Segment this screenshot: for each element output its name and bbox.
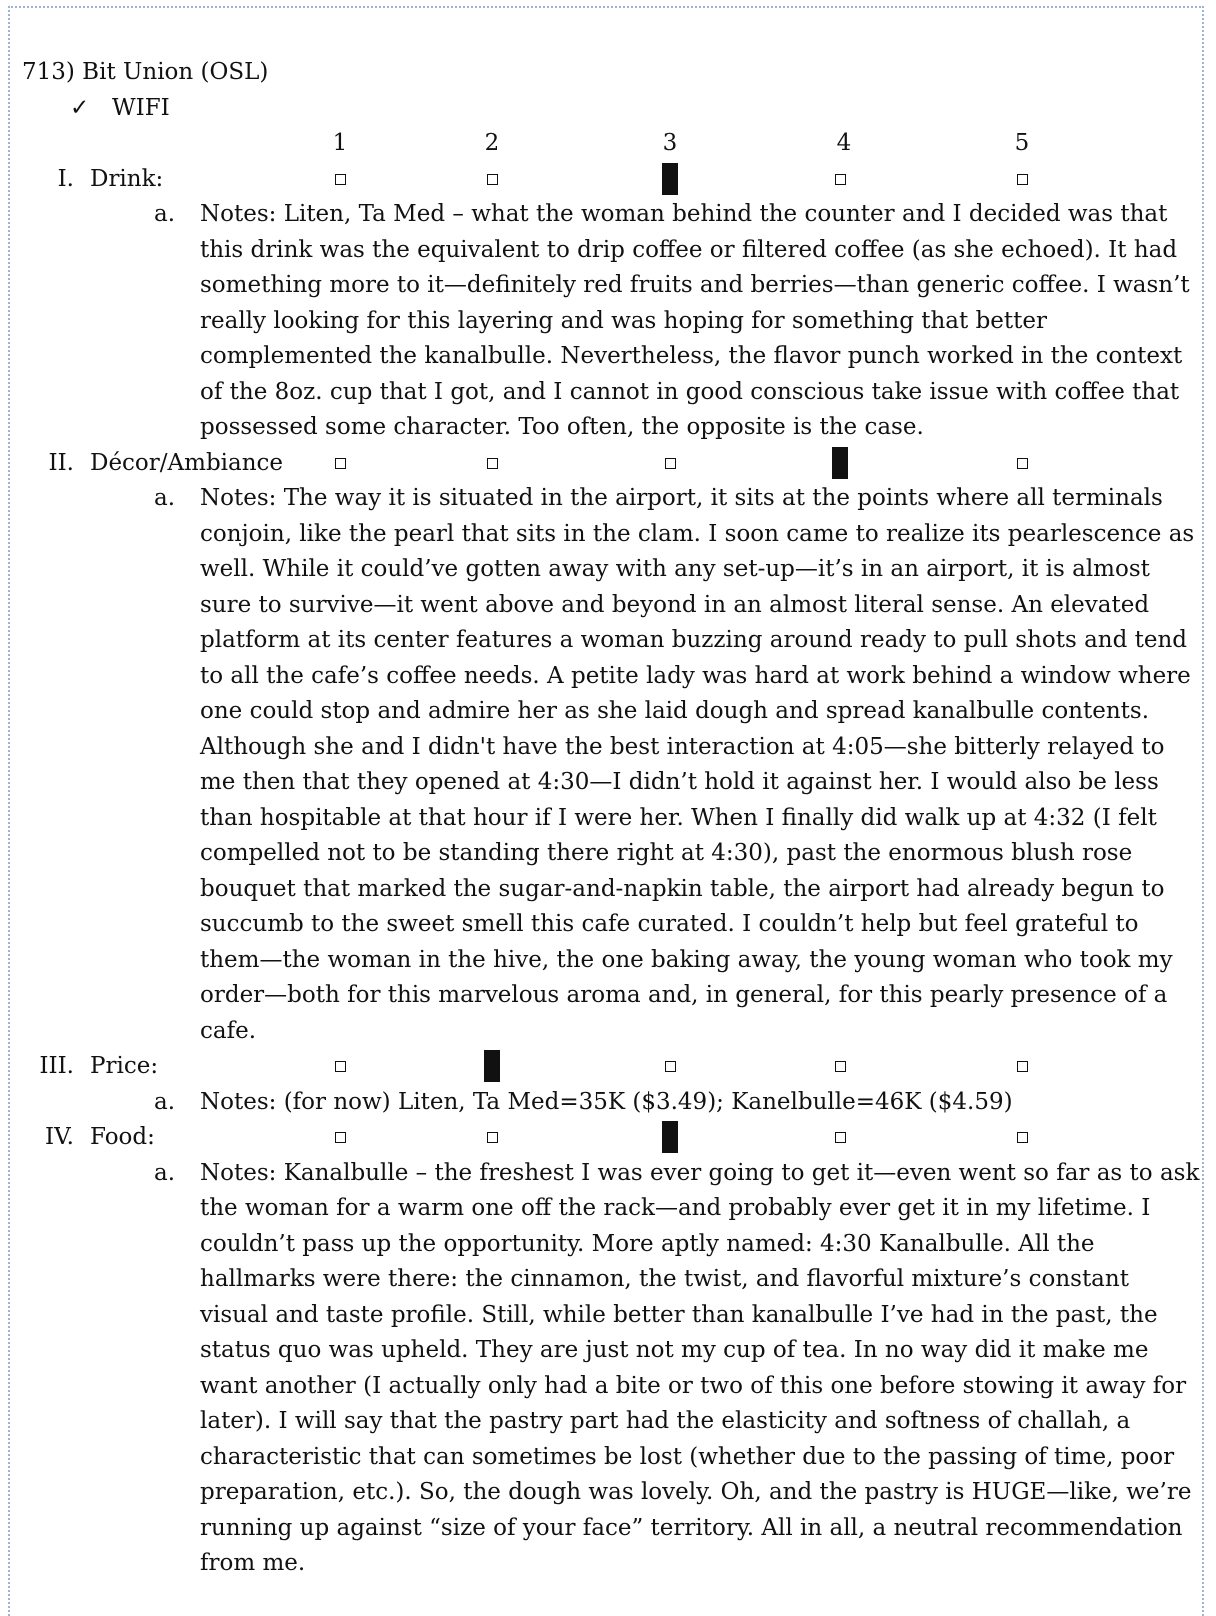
amenity-item bbox=[70, 91, 1202, 127]
section-label: Price: bbox=[90, 1053, 159, 1079]
section-numeral: III. bbox=[39, 1053, 74, 1079]
rating-checkbox-selected[interactable] bbox=[662, 1121, 678, 1153]
checkmark-icon: ✓ bbox=[70, 94, 90, 121]
section-label: Food: bbox=[90, 1124, 155, 1150]
section-label: Décor/Ambiance bbox=[90, 449, 284, 476]
rating-checkbox[interactable] bbox=[835, 1132, 846, 1143]
rating-checkbox[interactable] bbox=[835, 174, 846, 185]
notes-text: Notes: Kanalbulle – the freshest I was ever going to get it—even went so far as to ask the woman for a warm one off the rack—and probably ever get it in my lifetime. I couldn’t pass up the opportunity. More aptly named: 4:30 Kanalbulle. All the hallmarks were there: the cinnamon, the twist, and flavorful mixture’s constant visual and taste profile. Still, while better than kanalbulle I’ve had in the past, the status quo was upheld. They are just not my cup of tea. In no way did it make me want another (I actually only had a bite or two of this one before stowing it away for later). I will say that the pastry part had the elasticity and softness of challah, a characteristic that can sometimes be lost (whether due to the passing of time, poor preparation, etc.). So, the dough was lovely. Oh, and the pastry is HUGE—like, we’re running up against “size of your face” territory. All in all, a neutral recommendation from me. bbox=[200, 1159, 1200, 1576]
rating-checkbox[interactable] bbox=[335, 458, 346, 469]
rating-checkbox[interactable] bbox=[1017, 174, 1028, 185]
entry-title: 713) Bit Union (OSL) bbox=[22, 59, 269, 85]
document-body bbox=[22, 55, 1202, 1582]
section-notes bbox=[22, 481, 1202, 1049]
section-notes bbox=[22, 1156, 1202, 1582]
rating-row bbox=[22, 162, 1202, 198]
scale-label-3: 3 bbox=[662, 130, 678, 156]
rating-checkbox-selected[interactable] bbox=[662, 163, 678, 195]
notes-text: Notes: Liten, Ta Med – what the woman behind the counter and I decided was that this drink was the equivalent to drip coffee or filtered coffee (as she echoed). It had something more to it—definitely red fruits and berries—than generic coffee. I wasn’t really looking for this layering and was hoping for something that better complemented the kanalbulle. Nevertheless, the flavor punch worked in the context of the 8oz. cup that I got, and I cannot in good conscious take issue with coffee that possessed some character. Too often, the opposite is the case. bbox=[200, 201, 1190, 440]
rating-checkbox[interactable] bbox=[665, 458, 676, 469]
section-numeral: II. bbox=[48, 449, 74, 476]
rating-checkbox[interactable] bbox=[487, 458, 498, 469]
rating-checkbox[interactable] bbox=[335, 174, 346, 185]
rating-row bbox=[22, 1120, 1202, 1156]
section-numeral: IV. bbox=[45, 1124, 74, 1150]
rating-checkbox[interactable] bbox=[835, 1061, 846, 1072]
rating-checkbox[interactable] bbox=[1017, 1132, 1028, 1143]
rating-checkbox[interactable] bbox=[335, 1132, 346, 1143]
rating-checkbox[interactable] bbox=[335, 1061, 346, 1072]
rating-row bbox=[22, 446, 1202, 482]
rating-checkbox[interactable] bbox=[665, 1061, 676, 1072]
scale-label-1: 1 bbox=[332, 130, 348, 156]
section-numeral: I. bbox=[57, 165, 74, 192]
rating-checkbox-selected[interactable] bbox=[484, 1050, 500, 1082]
section-notes bbox=[22, 1085, 1202, 1121]
scale-label-4: 4 bbox=[836, 130, 852, 156]
scale-label-2: 2 bbox=[484, 130, 500, 156]
notes-list-marker: a. bbox=[154, 1088, 176, 1115]
scale-label-5: 5 bbox=[1014, 130, 1030, 156]
section-label: Drink: bbox=[90, 165, 164, 192]
rating-checkbox[interactable] bbox=[487, 174, 498, 185]
notes-text: Notes: (for now) Liten, Ta Med=35K ($3.49); Kanelbulle=46K ($4.59) bbox=[200, 1088, 1013, 1115]
notes-list-marker: a. bbox=[154, 201, 176, 227]
rating-checkbox[interactable] bbox=[487, 1132, 498, 1143]
rating-scale-header bbox=[22, 126, 1202, 162]
rating-checkbox[interactable] bbox=[1017, 1061, 1028, 1072]
rating-row bbox=[22, 1049, 1202, 1085]
rating-checkbox-selected[interactable] bbox=[832, 447, 848, 479]
amenity-label: WIFI bbox=[112, 94, 170, 121]
section-notes bbox=[22, 197, 1202, 446]
notes-list-marker: a. bbox=[154, 485, 176, 511]
notes-list-marker: a. bbox=[154, 1159, 176, 1186]
rating-checkbox[interactable] bbox=[1017, 458, 1028, 469]
notes-text: Notes: The way it is situated in the airport, it sits at the points where all terminals conjoin, like the pearl that sits in the clam. I soon came to realize its pearlescence as well. While it could’ve gotten away with any set-up—it’s in an airport, it is almost sure to survive—it went above and beyond in an almost literal sense. An elevated platform at its center features a woman buzzing around ready to pull shots and tend to all the cafe’s coffee needs. A petite lady was hard at work behind a window where one could stop and admire her as she laid dough and spread kanalbulle contents. Although she and I didn't have the best interaction at 4:05—she bitterly relayed to me then that they opened at 4:30—I didn’t hold it against her. I would also be less than hospitable at that hour if I were her. When I finally did walk up at 4:32 (I felt compelled not to be standing there right at 4:30), past the enormous blush rose bouquet that marked the sugar-and-napkin table, the airport had already begun to succumb to the sweet smell this cafe curated. I couldn’t help but feel grateful to them—the woman in the hive, the one baking away, the young woman who took my order—both for this marvelous aroma and, in general, for this pearly presence of a cafe. bbox=[200, 485, 1195, 1044]
